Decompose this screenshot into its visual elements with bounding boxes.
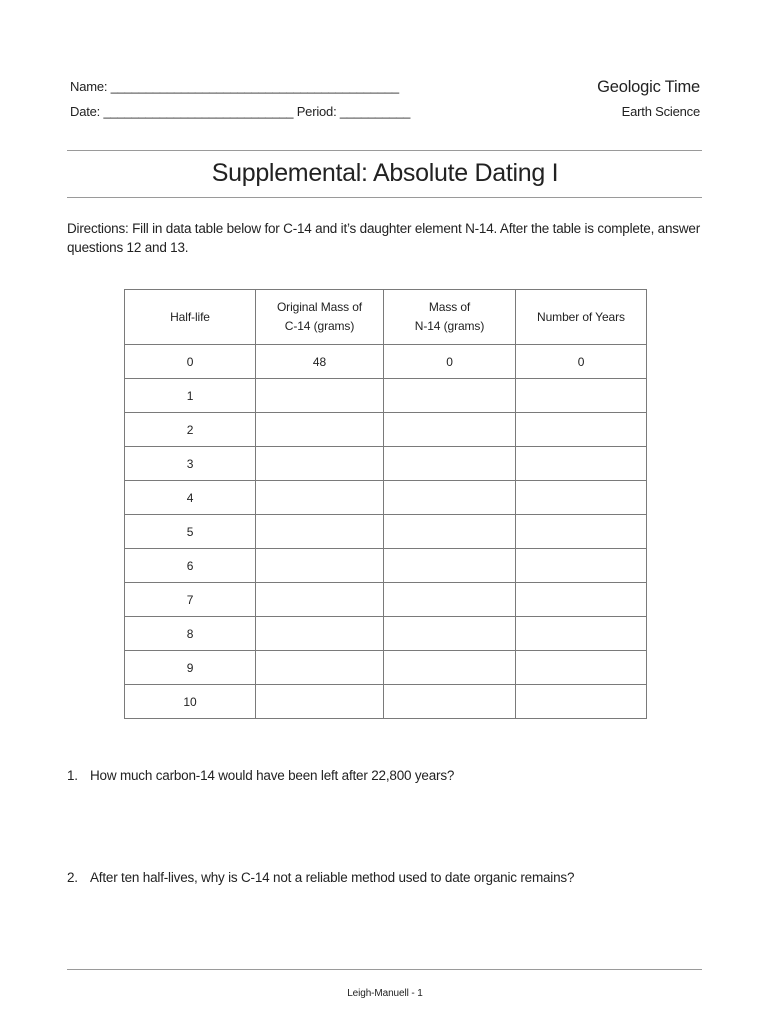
name-field-label: Name: _________________________________________	[70, 79, 399, 94]
table-cell[interactable]	[516, 481, 647, 515]
table-row	[125, 447, 647, 481]
table-cell[interactable]	[384, 583, 516, 617]
question-2-text: After ten half-lives, why is C-14 not a reliable method used to date organic remains?	[90, 870, 575, 885]
table-cell[interactable]: 0	[384, 345, 516, 379]
table-cell[interactable]	[384, 515, 516, 549]
table-cell[interactable]	[516, 617, 647, 651]
table-cell[interactable]: 0	[516, 345, 647, 379]
table-cell[interactable]	[256, 379, 384, 413]
table-header-row	[125, 290, 647, 345]
header-n14-line1: Mass of	[428, 300, 471, 314]
top-divider	[67, 150, 702, 151]
half-life-cell: 0	[125, 345, 256, 379]
question-2	[67, 870, 574, 885]
table-row	[125, 549, 647, 583]
table-cell[interactable]	[384, 651, 516, 685]
date-period-field-label: Date: ___________________________ Period: __________	[70, 104, 411, 119]
table-cell[interactable]	[256, 583, 384, 617]
table-cell[interactable]	[256, 481, 384, 515]
table-cell[interactable]	[516, 583, 647, 617]
half-life-cell: 6	[125, 549, 256, 583]
table-cell[interactable]	[516, 447, 647, 481]
directions-text: Directions: Fill in data table below for C-14 and it’s daughter element N-14. After the table is complete, answer questions 12 and 13.	[67, 221, 700, 255]
question-1-text: How much carbon-14 would have been left after 22,800 years?	[90, 768, 455, 783]
table-cell[interactable]	[384, 413, 516, 447]
table-cell[interactable]	[516, 651, 647, 685]
header-c14-line2: C-14 (grams)	[284, 319, 355, 333]
table-cell[interactable]	[256, 617, 384, 651]
table-cell[interactable]	[256, 413, 384, 447]
question-1-number: 1.	[67, 768, 78, 783]
table-cell[interactable]	[516, 549, 647, 583]
half-life-cell: 3	[125, 447, 256, 481]
table-row	[125, 617, 647, 651]
table-cell[interactable]	[256, 685, 384, 719]
table-cell[interactable]	[384, 379, 516, 413]
table-row	[125, 413, 647, 447]
half-life-cell: 9	[125, 651, 256, 685]
table-row	[125, 583, 647, 617]
header-n14-line2: N-14 (grams)	[414, 319, 485, 333]
table-cell[interactable]	[384, 481, 516, 515]
table-cell[interactable]	[384, 549, 516, 583]
header-half-life-text: Half-life	[170, 309, 210, 324]
half-life-cell: 4	[125, 481, 256, 515]
table-row	[125, 685, 647, 719]
table-cell[interactable]	[516, 515, 647, 549]
table-cell[interactable]	[256, 549, 384, 583]
footer-divider	[67, 969, 702, 970]
title-divider	[67, 197, 702, 198]
header-number-of-years	[516, 290, 647, 345]
table-cell[interactable]	[256, 515, 384, 549]
half-life-cell: 7	[125, 583, 256, 617]
table-cell[interactable]	[516, 413, 647, 447]
table-cell[interactable]	[384, 447, 516, 481]
table-row	[125, 515, 647, 549]
question-2-number: 2.	[67, 870, 78, 885]
subject-label: Earth Science	[621, 104, 700, 119]
topic-heading: Geologic Time	[597, 78, 700, 96]
half-life-cell: 5	[125, 515, 256, 549]
table-cell[interactable]	[256, 651, 384, 685]
table-cell[interactable]: 48	[256, 345, 384, 379]
table-cell[interactable]	[516, 379, 647, 413]
half-life-cell: 2	[125, 413, 256, 447]
header-c14-line1: Original Mass of	[276, 300, 363, 314]
half-life-cell: 8	[125, 617, 256, 651]
header-half-life	[125, 290, 256, 345]
header-mass-n14	[384, 290, 516, 345]
page-title: Supplemental: Absolute Dating I	[211, 159, 559, 187]
table-row	[125, 345, 647, 379]
table-row	[125, 651, 647, 685]
table-row	[125, 379, 647, 413]
half-life-cell: 1	[125, 379, 256, 413]
table-cell[interactable]	[256, 447, 384, 481]
half-life-data-table	[124, 289, 647, 719]
page-footer: Leigh-Manuell - 1	[347, 988, 423, 999]
question-1	[67, 768, 454, 783]
table-row	[125, 481, 647, 515]
table-cell[interactable]	[384, 617, 516, 651]
table-cell[interactable]	[384, 685, 516, 719]
header-original-mass-c14	[256, 290, 384, 345]
table-cell[interactable]	[516, 685, 647, 719]
half-life-cell: 10	[125, 685, 256, 719]
header-years-text: Number of Years	[537, 309, 625, 324]
